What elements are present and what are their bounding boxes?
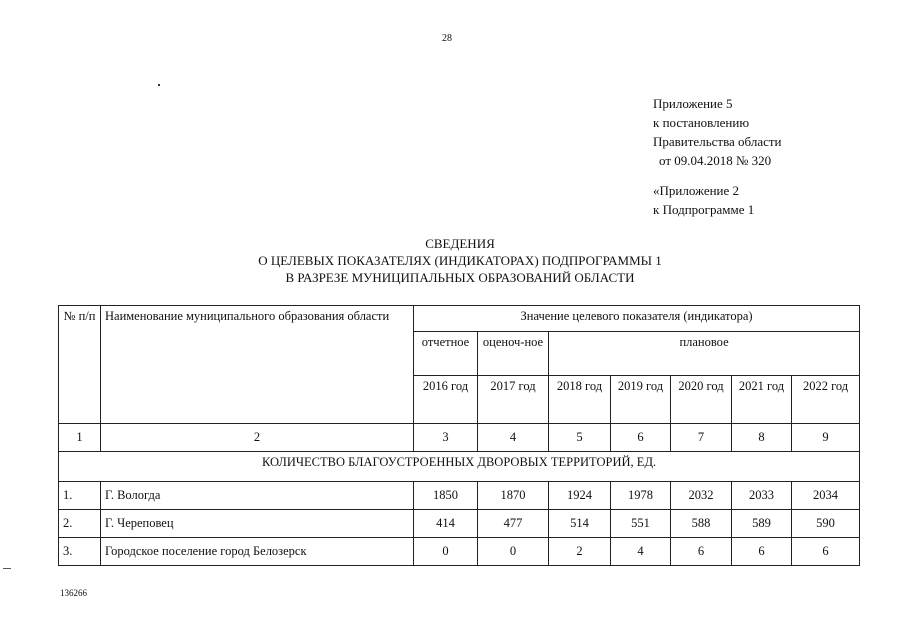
row-value: 414 xyxy=(414,510,478,538)
row-value: 2034 xyxy=(792,482,860,510)
document-title xyxy=(180,235,740,286)
row-value: 1850 xyxy=(414,482,478,510)
row-value: 2 xyxy=(549,538,611,566)
section-title: КОЛИЧЕСТВО БЛАГОУСТРОЕННЫХ ДВОРОВЫХ ТЕРРИТОРИЙ, ЕД. xyxy=(59,452,860,482)
appendix-line: к постановлению xyxy=(653,115,750,130)
col-number: 3 xyxy=(414,424,478,452)
header-year: 2016 год xyxy=(414,376,478,424)
row-num: 1. xyxy=(59,482,101,510)
col-number: 1 xyxy=(59,424,101,452)
col-number: 2 xyxy=(101,424,414,452)
row-value: 1924 xyxy=(549,482,611,510)
indicators-table xyxy=(58,305,860,566)
col-number: 8 xyxy=(732,424,792,452)
row-num: 3. xyxy=(59,538,101,566)
col-number: 4 xyxy=(478,424,549,452)
header-num: № п/п xyxy=(59,306,101,424)
header-year: 2020 год xyxy=(671,376,732,424)
row-value: 6 xyxy=(732,538,792,566)
row-name: Городское поселение город Белозерск xyxy=(101,538,414,566)
document-code: 136266 xyxy=(60,588,87,598)
appendix-line: от 09.04.2018 № 320 xyxy=(659,153,772,168)
table-row xyxy=(59,538,860,566)
appendix-line: «Приложение 2 xyxy=(653,183,740,198)
row-value: 477 xyxy=(478,510,549,538)
row-value: 0 xyxy=(478,538,549,566)
row-value: 551 xyxy=(611,510,671,538)
header-value-group: Значение целевого показателя (индикатора) xyxy=(414,306,860,332)
row-value: 1978 xyxy=(611,482,671,510)
title-line: В РАЗРЕЗЕ МУНИЦИПАЛЬНЫХ ОБРАЗОВАНИЙ ОБЛАСТИ xyxy=(285,270,635,285)
col-number: 6 xyxy=(611,424,671,452)
row-value: 2033 xyxy=(732,482,792,510)
row-num: 2. xyxy=(59,510,101,538)
row-value: 514 xyxy=(549,510,611,538)
appendix-subprogram-reference xyxy=(653,181,754,219)
row-value: 1870 xyxy=(478,482,549,510)
row-value: 589 xyxy=(732,510,792,538)
header-year: 2022 год xyxy=(792,376,860,424)
appendix-line: Приложение 5 xyxy=(653,96,733,111)
scan-artifact xyxy=(3,568,11,569)
col-number: 9 xyxy=(792,424,860,452)
row-value: 4 xyxy=(611,538,671,566)
appendix-reference xyxy=(653,94,782,170)
row-value: 6 xyxy=(671,538,732,566)
header-year: 2017 год xyxy=(478,376,549,424)
header-name: Наименование муниципального образования области xyxy=(101,306,414,424)
title-line: О ЦЕЛЕВЫХ ПОКАЗАТЕЛЯХ (ИНДИКАТОРАХ) ПОДПРОГРАММЫ 1 xyxy=(258,253,662,268)
row-name: Г. Вологда xyxy=(101,482,414,510)
table-row xyxy=(59,482,860,510)
row-name: Г. Череповец xyxy=(101,510,414,538)
scan-artifact xyxy=(158,84,160,86)
row-value: 588 xyxy=(671,510,732,538)
row-value: 2032 xyxy=(671,482,732,510)
appendix-line: Правительства области xyxy=(653,134,782,149)
header-year: 2021 год xyxy=(732,376,792,424)
header-reported: отчетное xyxy=(414,332,478,376)
title-line: СВЕДЕНИЯ xyxy=(425,236,495,251)
page-number: 28 xyxy=(442,33,452,44)
row-value: 590 xyxy=(792,510,860,538)
row-value: 0 xyxy=(414,538,478,566)
appendix-line: к Подпрограмме 1 xyxy=(653,202,755,217)
col-number: 7 xyxy=(671,424,732,452)
header-estimated: оценоч-ное xyxy=(478,332,549,376)
table-row xyxy=(59,510,860,538)
header-planned: плановое xyxy=(549,332,860,376)
row-value: 6 xyxy=(792,538,860,566)
header-year: 2019 год xyxy=(611,376,671,424)
col-number: 5 xyxy=(549,424,611,452)
header-year: 2018 год xyxy=(549,376,611,424)
